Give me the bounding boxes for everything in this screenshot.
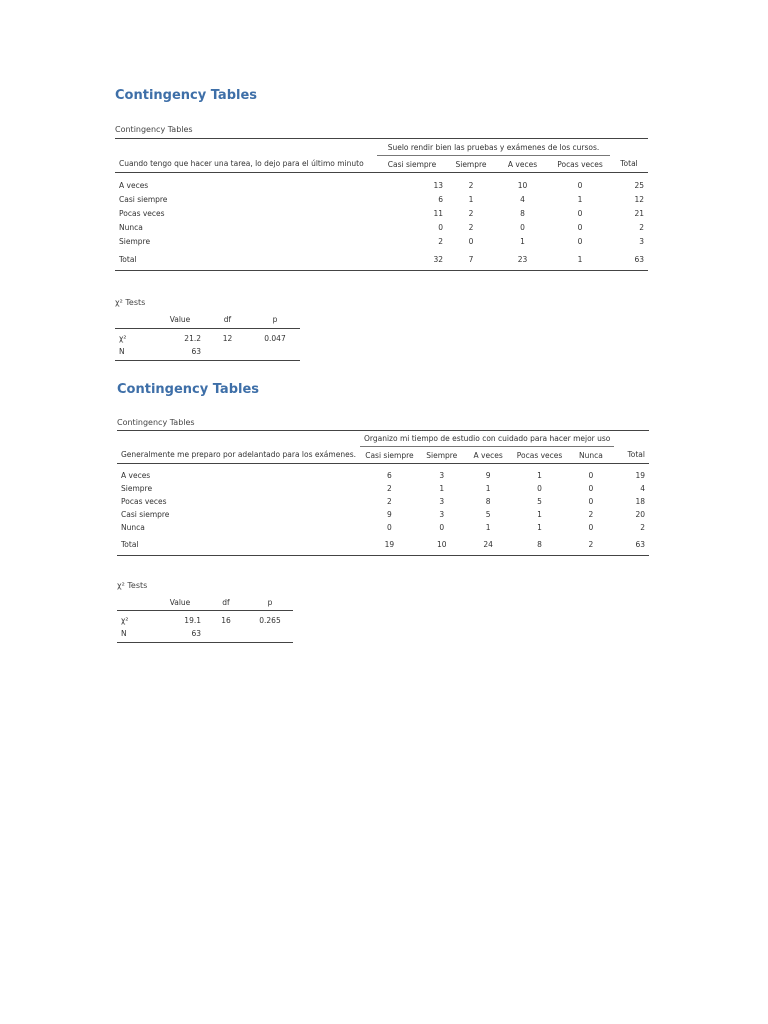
contingency-table-2 — [117, 430, 649, 556]
empty-header-cell — [117, 431, 360, 447]
table-row — [115, 207, 648, 221]
row-label: Nunca — [121, 522, 145, 532]
table-row — [115, 193, 648, 207]
chi-square-caption: χ² Tests — [115, 298, 146, 307]
row-label: χ² — [119, 333, 127, 343]
section2-heading: Contingency Tables — [117, 382, 260, 397]
cell-value: 10 — [517, 181, 528, 190]
column-header: Pocas veces — [516, 450, 563, 460]
cell-value: 9 — [387, 509, 392, 519]
cell-value: 25 — [634, 181, 644, 190]
cell-value: 1 — [485, 483, 491, 493]
table-row — [117, 614, 293, 626]
cell-value: 2 — [387, 483, 392, 493]
empty-cell — [247, 626, 293, 642]
cell-value: 2 — [640, 522, 645, 532]
empty-cell — [250, 344, 300, 360]
row-label: A veces — [121, 470, 151, 480]
empty-header-cell — [117, 595, 155, 610]
column-header: p — [267, 597, 273, 607]
cell-value: 0 — [387, 522, 392, 532]
column-header: A veces — [507, 159, 538, 169]
chi-square-caption: χ² Tests — [117, 581, 148, 590]
cell-value: 0 — [577, 223, 583, 232]
cell-value: 24 — [483, 539, 493, 549]
table-row — [115, 179, 648, 193]
row-label: Casi siempre — [119, 195, 168, 204]
cell-value: 2 — [387, 496, 392, 506]
cell-value: 63 — [191, 629, 201, 639]
cell-value: 0 — [588, 470, 594, 480]
cell-value: 18 — [635, 496, 645, 506]
cell-value: 3 — [439, 509, 445, 519]
cell-value: 0 — [577, 237, 583, 246]
cell-value: 3 — [439, 470, 445, 480]
cell-value: 20 — [635, 509, 645, 519]
row-label: Pocas veces — [121, 496, 167, 506]
column-group-label: Organizo mi tiempo de estudio con cuidado para hacer mejor uso — [360, 431, 614, 447]
cell-value: 32 — [433, 254, 443, 264]
cell-value: 23 — [517, 254, 528, 264]
row-label: Total — [119, 254, 137, 264]
row-label: Nunca — [119, 223, 143, 232]
chi-square-table-2 — [117, 595, 293, 643]
cell-value: 0 — [588, 496, 594, 506]
table-row — [117, 469, 649, 482]
cell-value: 5 — [537, 496, 542, 506]
cell-value: 1 — [439, 483, 445, 493]
table-row — [115, 344, 300, 360]
cell-value: 0 — [439, 522, 445, 532]
row-label: Pocas veces — [119, 209, 165, 218]
cell-value: 12 — [222, 333, 233, 343]
cell-value: 8 — [537, 539, 542, 549]
cell-value: 19 — [635, 470, 645, 480]
cell-value: 8 — [520, 209, 525, 218]
cell-value: 0 — [468, 237, 474, 246]
cell-value: 13 — [433, 181, 443, 190]
cell-value: 16 — [221, 615, 231, 625]
cell-value: 2 — [588, 509, 594, 519]
row-label: Total — [121, 539, 139, 549]
empty-header-cell — [610, 139, 648, 156]
empty-header-cell — [115, 312, 155, 328]
total-row — [115, 249, 648, 271]
row-label: N — [121, 629, 127, 639]
cell-value: 9 — [485, 470, 491, 480]
cell-value: 5 — [485, 509, 491, 519]
cell-value: 2 — [588, 539, 594, 549]
section1-heading: Contingency Tables — [115, 88, 258, 103]
row-label: N — [119, 347, 125, 357]
cell-value: 10 — [436, 539, 447, 549]
cell-value: 2 — [468, 209, 474, 218]
cell-value: 2 — [468, 181, 474, 190]
cell-value: 1 — [537, 522, 542, 532]
cell-value: 0.047 — [264, 333, 286, 343]
cell-value: 2 — [468, 223, 474, 232]
column-header: Value — [169, 315, 191, 325]
column-header: Siempre — [455, 159, 487, 169]
column-header: Casi siempre — [387, 159, 437, 169]
cell-value: 63 — [191, 347, 201, 357]
row-label: Casi siempre — [121, 509, 170, 519]
cell-value: 0.265 — [259, 615, 281, 625]
cell-value: 0 — [438, 223, 443, 232]
cell-value: 1 — [577, 195, 583, 204]
cell-value: 63 — [634, 254, 644, 264]
column-header: Value — [169, 597, 191, 607]
cell-value: 21.2 — [184, 333, 201, 343]
cell-value: 6 — [438, 195, 443, 204]
table-row — [117, 508, 649, 521]
empty-cell — [205, 344, 250, 360]
column-header: Casi siempre — [365, 450, 414, 460]
section2-caption: Contingency Tables — [117, 418, 195, 427]
cell-value: 0 — [577, 181, 583, 190]
cell-value: 4 — [640, 483, 645, 493]
cell-value: 0 — [577, 209, 583, 218]
cell-value: 6 — [387, 470, 392, 480]
cell-value: 8 — [485, 496, 491, 506]
column-header: df — [222, 597, 230, 607]
table-row — [115, 332, 300, 344]
cell-value: 7 — [468, 254, 474, 264]
column-header: p — [272, 315, 278, 325]
section1-caption: Contingency Tables — [115, 125, 193, 134]
row-label: χ² — [121, 615, 129, 625]
table-row — [117, 495, 649, 508]
cell-value: 0 — [537, 483, 542, 493]
empty-cell — [205, 626, 247, 642]
cell-value: 1 — [537, 509, 542, 519]
table-row — [117, 521, 649, 534]
table-row — [117, 626, 293, 642]
contingency-table-1 — [115, 138, 648, 271]
column-header: Siempre — [426, 450, 458, 460]
cell-value: 1 — [537, 470, 542, 480]
column-header: Total — [620, 159, 638, 169]
table-row — [117, 482, 649, 495]
cell-value: 1 — [485, 522, 491, 532]
cell-value: 21 — [634, 209, 644, 218]
table-row — [115, 221, 648, 235]
cell-value: 63 — [635, 539, 645, 549]
row-label: A veces — [119, 181, 149, 190]
column-header: A veces — [473, 450, 503, 460]
empty-header-cell — [614, 431, 649, 447]
cell-value: 4 — [520, 195, 525, 204]
empty-header-cell — [115, 139, 377, 156]
cell-value: 1 — [577, 254, 583, 264]
column-header: Total — [627, 450, 645, 460]
cell-value: 12 — [634, 195, 644, 204]
cell-value: 19.1 — [184, 615, 201, 625]
cell-value: 0 — [588, 522, 594, 532]
column-header: df — [223, 315, 232, 325]
row-label: Siempre — [121, 483, 153, 493]
cell-value: 11 — [433, 209, 443, 218]
cell-value: 3 — [439, 496, 445, 506]
column-header: Nunca — [579, 450, 603, 460]
total-row — [117, 534, 649, 556]
cell-value: 2 — [639, 223, 644, 232]
row-variable-label: Cuando tengo que hacer una tarea, lo dejo para el último minuto — [119, 159, 364, 169]
row-variable-label: Generalmente me preparo por adelantado para los exámenes. — [121, 450, 356, 460]
cell-value: 1 — [520, 237, 525, 246]
cell-value: 0 — [520, 223, 525, 232]
table-row — [115, 235, 648, 249]
cell-value: 3 — [639, 237, 644, 246]
column-group-label: Suelo rendir bien las pruebas y exámenes de los cursos. — [377, 139, 610, 156]
cell-value: 2 — [438, 237, 443, 246]
row-label: Siempre — [119, 237, 151, 246]
cell-value: 0 — [588, 483, 594, 493]
cell-value: 19 — [384, 539, 395, 549]
chi-square-table-1 — [115, 312, 300, 361]
column-header: Pocas veces — [557, 159, 603, 169]
cell-value: 1 — [468, 195, 474, 204]
